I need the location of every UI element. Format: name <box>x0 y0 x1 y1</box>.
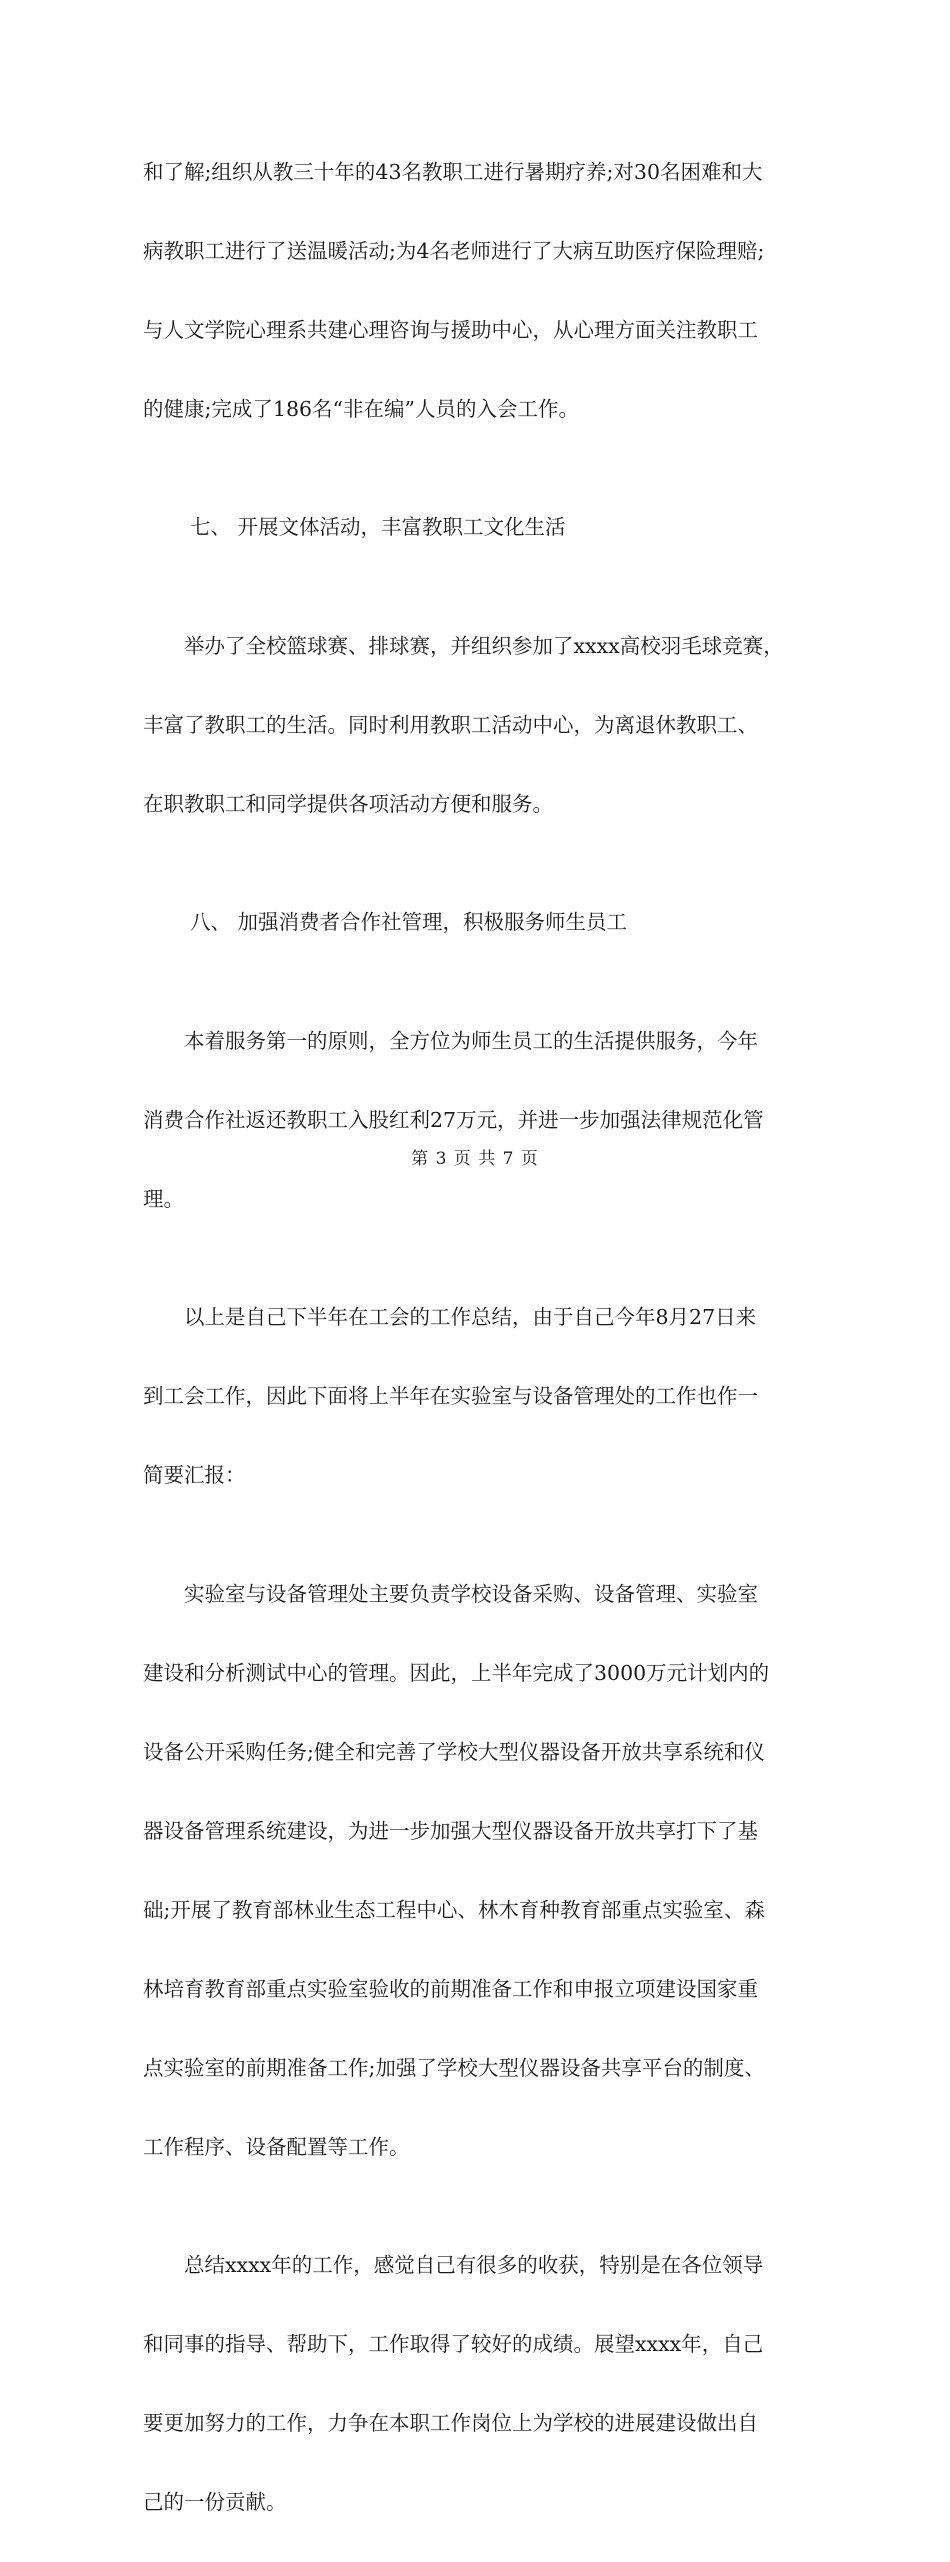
text-line: 础;开展了教育部林业生态工程中心、林木育种教育部重点实验室、森 <box>143 1891 815 1931</box>
footer-label-page: 第 <box>411 1149 429 1169</box>
text-line: 简要汇报： <box>143 1456 815 1496</box>
text-line: 举办了全校篮球赛、排球赛，并组织参加了xxxx高校羽毛球竞赛， <box>143 627 815 667</box>
footer-label-unit: 页 <box>454 1149 472 1169</box>
text-line: 点实验室的前期准备工作;加强了学校大型仪器设备共享平台的制度、 <box>143 2049 815 2089</box>
text-line: 实验室与设备管理处主要负责学校设备采购、设备管理、实验室 <box>143 1575 815 1615</box>
text-line: 以上是自己下半年在工会的工作总结，由于自己今年8月27日来 <box>143 1298 815 1338</box>
section-heading-seven <box>143 469 815 588</box>
text-line: 的健康;完成了186名“非在编”人员的入会工作。 <box>143 390 815 430</box>
text-line: 在职教职工和同学提供各项活动方便和服务。 <box>143 785 815 825</box>
text-line: 建设和分析测试中心的管理。因此，上半年完成了3000万元计划内的 <box>143 1654 815 1694</box>
document-page <box>0 0 950 1230</box>
text-line: 工作程序、设备配置等工作。 <box>143 2128 815 2168</box>
text-line: 器设备管理系统建设，为进一步加强大型仪器设备开放共享打下了基 <box>143 1812 815 1852</box>
text-line: 理。 <box>143 1180 815 1220</box>
paragraph-summary-intro <box>143 1259 815 1536</box>
text-line: 消费合作社返还教职工入股红利27万元，并进一步加强法律规范化管 <box>143 1101 815 1141</box>
text-line: 要更加努力的工作，力争在本职工作岗位上为学校的进展建设做出自 <box>143 2404 815 2444</box>
page-footer <box>0 1149 950 1169</box>
text-line: 与人文学院心理系共建心理咨询与援助中心，从心理方面关注教职工 <box>143 311 815 351</box>
footer-label-total: 共 <box>478 1149 496 1169</box>
footer-label-unit-end: 页 <box>521 1149 539 1169</box>
text-line: 和了解;组织从教三十年的43名教职工进行暑期疗养;对30名困难和大 <box>143 153 815 193</box>
heading-text: 七、 开展文体活动，丰富教职工文化生活 <box>143 508 815 548</box>
text-line: 林培育教育部重点实验室验收的前期准备工作和申报立项建设国家重 <box>143 1970 815 2010</box>
paragraph-welfare <box>143 113 815 469</box>
text-line: 和同事的指导、帮助下，工作取得了较好的成绩。展望xxxx年，自己 <box>143 2325 815 2365</box>
text-line: 到工会工作，因此下面将上半年在实验室与设备管理处的工作也作一 <box>143 1377 815 1417</box>
text-line: 己的一份贡献。 <box>143 2483 815 2523</box>
paragraph-lab <box>143 1535 815 2207</box>
paragraph-conclusion <box>143 2207 815 2562</box>
text-line: 总结xxxx年的工作，感觉自己有很多的收获，特别是在各位领导 <box>143 2246 815 2286</box>
text-line: 设备公开采购任务;健全和完善了学校大型仪器设备开放共享系统和仪 <box>143 1733 815 1773</box>
paragraph-sports <box>143 587 815 864</box>
text-line: 病教职工进行了送温暖活动;为4名老师进行了大病互助医疗保险理赔; <box>143 232 815 272</box>
text-line: 丰富了教职工的生活。同时利用教职工活动中心，为离退休教职工、 <box>143 706 815 746</box>
document-body <box>143 113 815 2562</box>
section-heading-eight <box>143 864 815 983</box>
heading-text: 八、 加强消费者合作社管理，积极服务师生员工 <box>143 903 815 943</box>
text-line: 本着服务第一的原则，全方位为师生员工的生活提供服务，今年 <box>143 1022 815 1062</box>
footer-current-page: 3 <box>436 1149 448 1169</box>
footer-total-pages: 7 <box>503 1149 515 1169</box>
paragraph-coop <box>143 982 815 1259</box>
